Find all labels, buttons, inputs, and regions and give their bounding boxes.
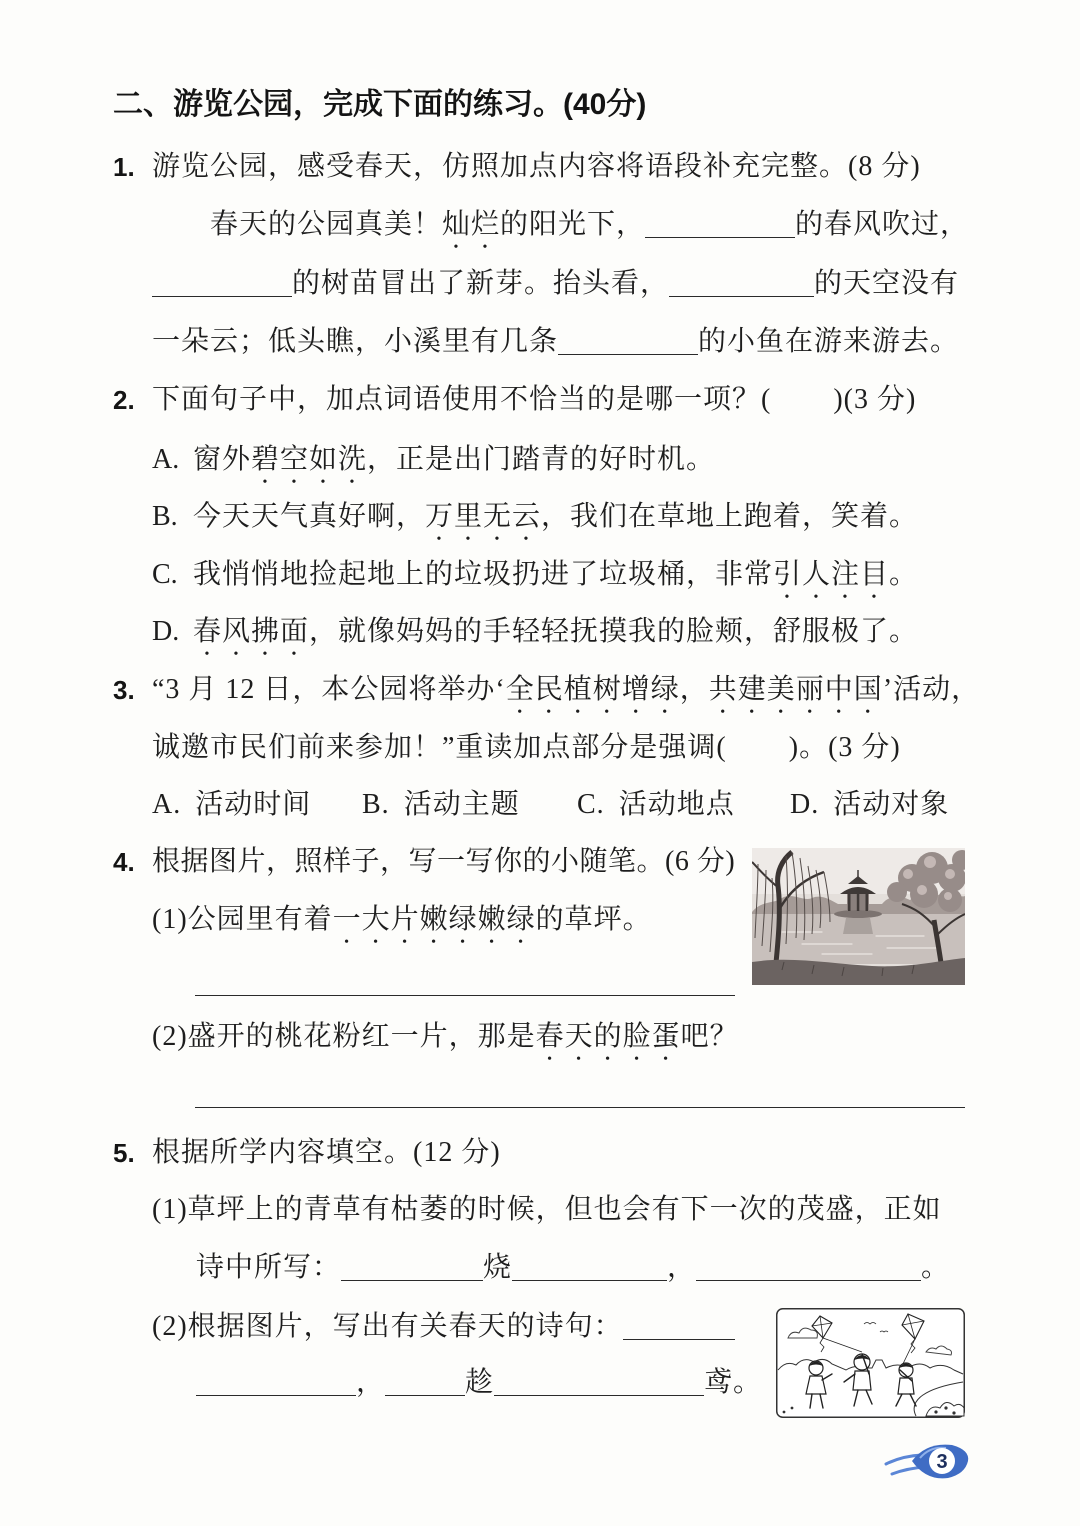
option-text: 我悄悄地捡起地上的垃圾扔进了垃圾桶，非常	[193, 559, 774, 590]
q4-item-2	[152, 1017, 739, 1057]
emphasized-phrase: 春天的脸蛋	[535, 1021, 681, 1052]
prompt-text: ，	[679, 674, 709, 705]
section-title: 二、游览公园，完成下面的练习。(40分)	[113, 88, 647, 121]
option-text: 活动对象	[833, 789, 950, 820]
q1-paragraph-line-2	[152, 264, 959, 304]
option-text: 。	[889, 559, 919, 590]
answer-blank	[558, 328, 698, 355]
emphasized-word: 碧空如洗	[251, 444, 368, 475]
q3-option-a	[152, 785, 311, 825]
prompt-text: “3 月 12 日，本公园将举办‘	[152, 674, 506, 705]
answer-bracket-space	[727, 746, 789, 756]
prompt-text-end: )(3 分)	[833, 384, 917, 415]
option-label: C.	[577, 789, 605, 820]
spacer	[390, 803, 404, 813]
paragraph-text: 的小鱼在游来游去。	[698, 326, 960, 357]
paragraph-text: 的天空没有	[814, 268, 960, 299]
answer-line	[195, 1107, 965, 1108]
question-1-prompt	[152, 147, 921, 187]
paragraph-text: 的树苗冒出了新芽。抬头看，	[292, 268, 670, 299]
q2-option-b	[152, 497, 918, 537]
answer-line	[195, 995, 735, 996]
example-text: (1)公园里有着	[152, 904, 333, 935]
prompt-text: 诚邀市民们前来参加！”重读加点部分是强调(	[152, 732, 727, 763]
option-text: ，正是出门踏青的好时机。	[367, 444, 716, 475]
paragraph-text: 春天的公园真美！	[210, 209, 443, 240]
q2-option-c	[152, 555, 918, 595]
prompt-text: 根据所学内容填空。(12 分)	[152, 1137, 501, 1168]
q3-option-c	[577, 785, 735, 825]
question-5-number: 5.	[113, 1138, 135, 1168]
item-text: ，	[356, 1367, 386, 1398]
emphasized-word: 灿烂	[442, 209, 501, 240]
question-3-line-1	[152, 670, 980, 710]
option-label: D.	[152, 616, 180, 647]
question-2-number: 2.	[113, 385, 135, 415]
option-label: A.	[152, 444, 180, 475]
item-text: (1)草坪上的青草有枯萎的时候，但也会有下一次的茂盛，正如	[152, 1194, 942, 1225]
q5-item-2-line-1	[152, 1307, 735, 1347]
emphasized-word: 引人注目	[773, 559, 890, 590]
question-2-prompt	[152, 380, 916, 420]
item-text: 趁	[465, 1367, 495, 1398]
emphasized-phrase: 一大片嫩绿嫩绿	[332, 904, 536, 935]
kite-flying-illustration	[776, 1308, 965, 1418]
item-text: 鸢。	[704, 1367, 763, 1398]
q5-item-2-line-2	[196, 1363, 762, 1403]
option-label: B.	[152, 501, 178, 532]
q3-option-d	[790, 785, 949, 825]
answer-blank	[196, 1369, 356, 1396]
spacer	[605, 803, 619, 813]
option-text: ，就像妈妈的手轻轻抚摸我的脸颊，舒服极了。	[309, 616, 919, 647]
q4-item-1	[152, 900, 652, 940]
option-text: 今天天气真好啊，	[193, 501, 426, 532]
answer-bracket-space	[771, 398, 833, 408]
q2-option-a	[152, 440, 715, 480]
option-label: B.	[362, 789, 390, 820]
emphasized-phrase: 共建美丽中国	[708, 674, 883, 705]
q3-option-b	[362, 785, 520, 825]
page-number-badge	[884, 1436, 970, 1486]
answer-blank	[696, 1254, 921, 1281]
q1-paragraph-line-1	[210, 205, 969, 245]
question-3-line-2	[152, 728, 901, 768]
question-4-prompt	[152, 842, 735, 882]
page-number: 3	[936, 1451, 948, 1473]
answer-blank	[341, 1254, 483, 1281]
example-text: (2)盛开的桃花粉红一片，那是	[152, 1021, 536, 1052]
option-text: 窗外	[193, 444, 252, 475]
paragraph-text: 的春风吹过，	[795, 209, 970, 240]
park-pavilion-illustration	[752, 848, 965, 985]
option-text: 活动主题	[403, 789, 520, 820]
answer-blank	[385, 1369, 465, 1396]
option-label: C.	[152, 559, 178, 590]
prompt-text: 根据图片，照样子，写一写你的小随笔。(6 分)	[152, 846, 736, 877]
question-4-number: 4.	[113, 847, 135, 877]
answer-blank	[152, 270, 292, 297]
emphasized-word: 春风拂面	[193, 616, 310, 647]
answer-blank	[623, 1313, 735, 1340]
option-text: 活动时间	[195, 789, 312, 820]
paragraph-text: 的阳光下，	[500, 209, 646, 240]
prompt-text-end: )。(3 分)	[788, 732, 901, 763]
q2-option-d	[152, 612, 918, 652]
answer-blank	[494, 1369, 704, 1396]
question-1-number: 1.	[113, 152, 135, 182]
prompt-text: 游览公园，感受春天，仿照加点内容将语段补充完整。(8 分)	[152, 151, 921, 182]
q5-item-1-line-2	[196, 1248, 950, 1288]
item-text: 。	[921, 1252, 951, 1283]
option-text: 活动地点	[618, 789, 735, 820]
spacer	[181, 803, 195, 813]
emphasized-word: 万里无云	[425, 501, 542, 532]
answer-blank	[645, 211, 795, 238]
prompt-text: 下面句子中，加点词语使用不恰当的是哪一项？(	[152, 384, 772, 415]
example-text: 吧？	[680, 1021, 739, 1052]
answer-blank	[512, 1254, 667, 1281]
question-5-prompt	[152, 1133, 501, 1173]
item-text: (2)根据图片，写出有关春天的诗句：	[152, 1311, 623, 1342]
paragraph-text: 一朵云；低头瞧，小溪里有几条	[152, 326, 559, 357]
spacer	[819, 803, 833, 813]
option-label: D.	[790, 789, 820, 820]
item-text: ，	[667, 1252, 697, 1283]
item-text: 烧	[483, 1252, 513, 1283]
option-text: ，我们在草地上跑着，笑着。	[541, 501, 919, 532]
item-text: 诗中所写：	[196, 1252, 342, 1283]
example-text: 的草坪。	[535, 904, 652, 935]
prompt-text: ’活动，	[882, 674, 981, 705]
answer-blank	[669, 270, 814, 297]
q1-paragraph-line-3	[152, 322, 959, 362]
q5-item-1-line-1	[152, 1190, 942, 1230]
option-label: A.	[152, 789, 182, 820]
emphasized-phrase: 全民植树增绿	[505, 674, 680, 705]
question-3-number: 3.	[113, 675, 135, 705]
